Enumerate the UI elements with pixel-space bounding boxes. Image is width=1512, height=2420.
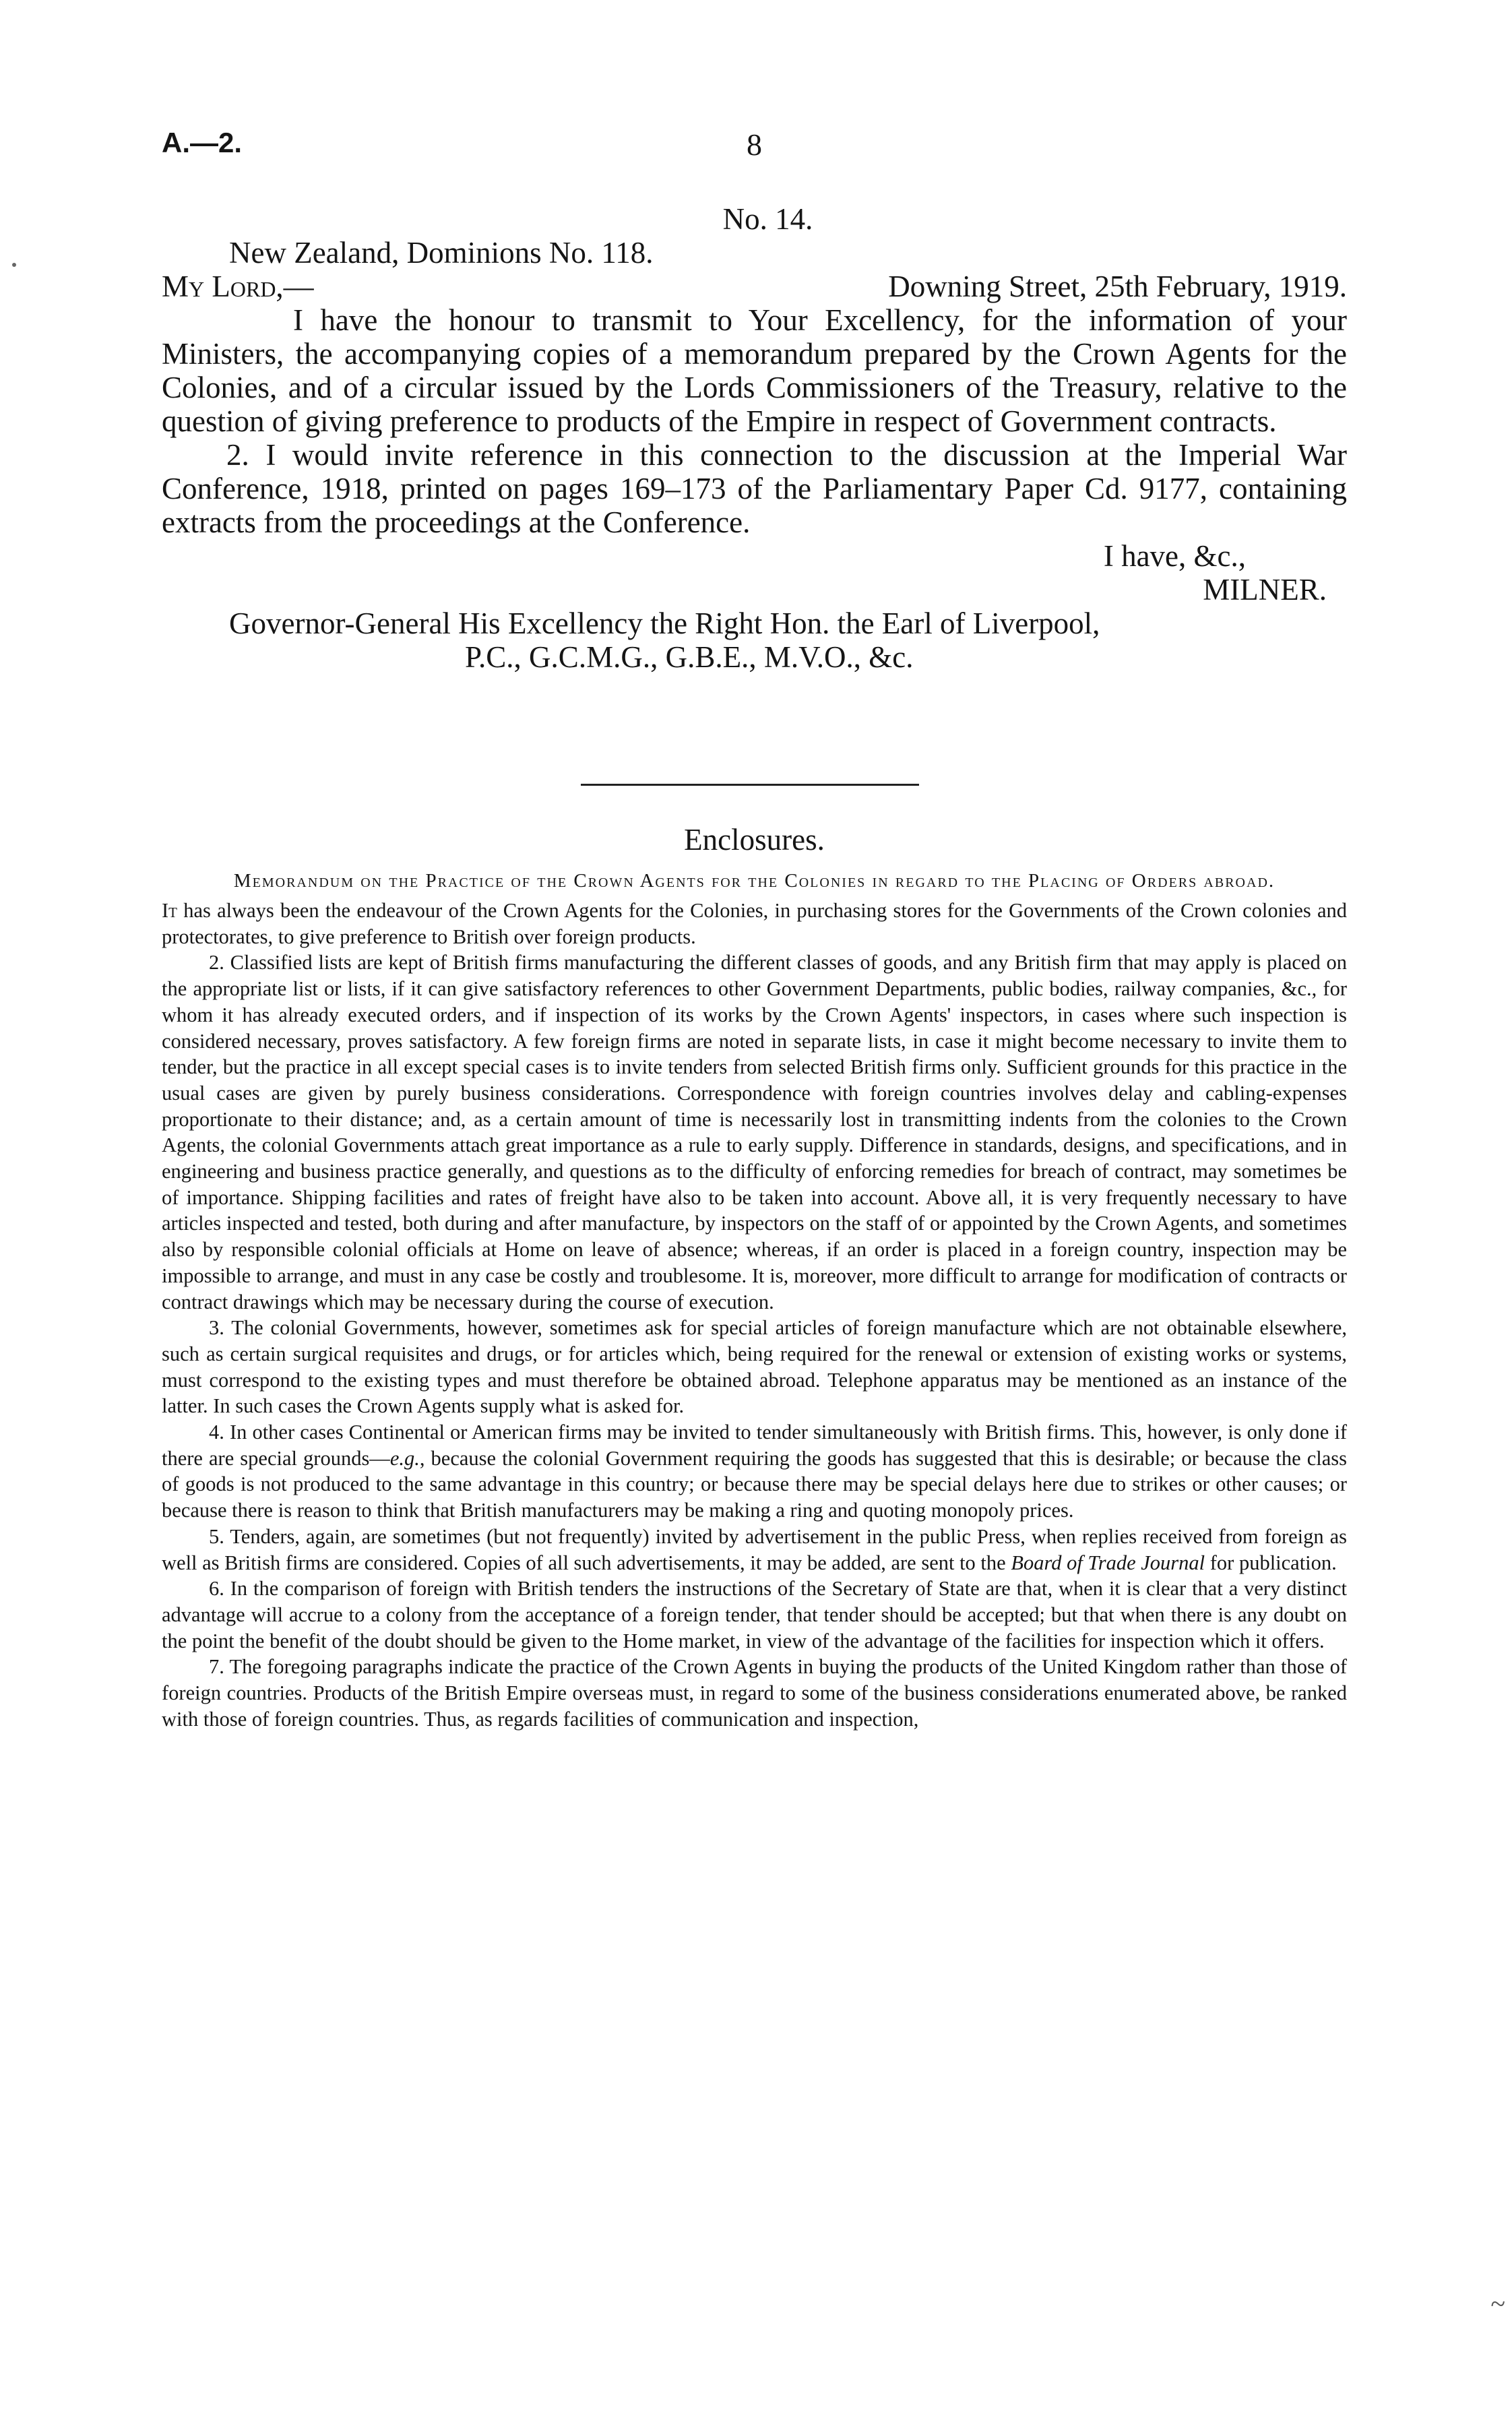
memorandum-title: Memorandum on the Practice of the Crown Agents for the Colonies in regard to the Placing of Orders abroad. <box>233 870 1275 892</box>
letter-paragraph-2 <box>162 438 1347 539</box>
memo-paragraph-5-journal: Board of Trade Journal <box>1011 1551 1205 1574</box>
place-date: Downing Street, 25th February, 1919. <box>888 270 1347 303</box>
memo-paragraph-4 <box>162 1419 1347 1524</box>
memo-paragraph-1-text: has always been the endeavour of the Crown Agents for the Colonies, in purchasing stores for the Governments of the Crown colonies and protectorates, to give preference to British over foreign products. <box>162 899 1347 948</box>
letter-paragraph-2-text: 2. I would invite reference in this connection to the discussion at the Imperial War Conference, 1918, printed on pages 169–173 of the Parliamentary Paper Cd. 9177, containing extracts from the proceedings at the Conference. <box>162 438 1347 539</box>
closing: I have, &c., <box>1103 539 1246 573</box>
page-number: 8 <box>747 127 762 162</box>
section-divider <box>581 784 919 786</box>
dispatch-reference: New Zealand, Dominions No. 118. <box>229 236 654 270</box>
despatch-letter <box>162 202 1347 674</box>
salutation: My Lord,— <box>162 270 314 303</box>
memo-paragraph-7: 7. The foregoing paragraphs indicate the practice of the Crown Agents in buying the products of the United Kingdom rather than those of foreign countries. Products of the British Empire overseas must, in regard to some of the business considerations enumerated above, be ranked with those of foreign countries. Thus, as regards facilities of communication and inspection, <box>162 1655 1347 1731</box>
memo-paragraph-5-b: for publication. <box>1205 1551 1337 1574</box>
margin-mark <box>12 263 16 267</box>
memo-paragraph-1-lead: It <box>162 899 177 922</box>
salutation-row <box>162 270 1347 303</box>
memo-paragraph-2: 2. Classified lists are kept of British firms manufacturing the different classes of goods, and any British firm that may apply is placed on the appropriate list or lists, if it can give satisfactory references to other Government Departments, public bodies, railway companies, &c., for whom it has already executed orders, and if inspection of its works by the Crown Agents' inspectors, in cases where such inspection is considered necessary, proves satisfactory. A few foreign firms are noted in separate lists, in case it might become necessary to invite them to tender, but the practice in all except special cases is to invite tenders from selected British firms only. Sufficient grounds for this practice in the usual cases are given by purely business considerations. Correspondence with foreign countries involves delay and cabling-expenses proportionate to their distance; and, as a certain amount of time is necessarily lost in transmitting indents from the colonies to the Crown Agents, the colonial Governments attach great importance as a rule to early supply. Difference in standards, designs, and specifications, and in engineering and business practice generally, and questions as to the difficulty of enforcing remedies for breach of contract, may sometimes be of importance. Shipping facilities and rates of freight have also to be taken into account. Above all, it is very frequently necessary to have articles inspected and tested, both during and after manufacture, by inspectors on the staff of or appointed by the Crown Agents, and sometimes also by responsible colonial officials at Home on leave of absence; whereas, if an order is placed in a foreign country, inspection may be impossible to arrange, and must in any case be costly and troublesome. It is, moreover, more difficult to arrange for modification of contracts or contract drawings which may be necessary during the course of execution. <box>162 951 1347 1313</box>
memo-paragraph-4-eg: e.g. <box>389 1446 420 1470</box>
memo-paragraph-4-b: , because the colonial Government requiring the goods has suggested that this is desirable; or because the class of goods is not produced to the same advantage in this country; or because there may be special delays here due to strikes or other causes; or because there is reason to think that British manufacturers may be making a ring and quoting monopoly prices. <box>162 1446 1347 1522</box>
memo-paragraph-4-a: 4. In other cases Continental or American firms may be invited to tender simultaneously with British firms. This, however, is only done if there are special grounds— <box>162 1421 1347 1470</box>
page-header <box>162 127 1347 174</box>
memo-paragraph-5 <box>162 1524 1347 1576</box>
enclosures-title: Enclosures. <box>684 823 825 857</box>
letter-number: No. 14. <box>722 202 813 236</box>
memorandum-body <box>162 898 1347 1733</box>
memo-paragraph-3: 3. The colonial Governments, however, sometimes ask for special articles of foreign manufacture which are not obtainable elsewhere, such as certain surgical requisites and drugs, or for articles which, being required for the renewal or extension of existing works or systems, must correspond to the existing types and must therefore be obtained abroad. Telephone apparatus may be mentioned as an instance of the latter. In such cases the Crown Agents supply what is asked for. <box>162 1316 1347 1418</box>
memo-paragraph-5-a: 5. Tenders, again, are sometimes (but not frequently) invited by advertisement in the public Press, when replies received from foreign as well as British firms are considered. Copies of all such advertisements, it may be added, are sent to the <box>162 1524 1347 1574</box>
document-reference: A.—2. <box>162 127 243 158</box>
signature: MILNER. <box>1203 573 1327 607</box>
memo-paragraph-6: 6. In the comparison of foreign with British tenders the instructions of the Secretary of State are that, when it is clear that a very distinct advantage will accrue to a colony from the acceptance of a foreign tender, that tender should be accepted; but that when there is any doubt on the point the benefit of the doubt should be given to the Home market, in view of the advantage of the facilities for inspection which it offers. <box>162 1577 1347 1652</box>
letter-paragraph-1: I have the honour to transmit to Your Excellency, for the information of your Ministers, the accompanying copies of a memorandum prepared by the Crown Agents for the Colonies, and of a circular issued by the Lords Commissioners of the Treasury, relative to the question of giving preference to products of the Empire in respect of Government contracts. <box>162 303 1347 438</box>
addressee-line-2: P.C., G.C.M.G., G.B.E., M.V.O., &c. <box>465 640 914 674</box>
enclosures-section <box>162 821 1347 1733</box>
margin-flourish: ~ <box>1490 2289 1505 2319</box>
addressee-line-1: Governor-General His Excellency the Right Hon. the Earl of Liverpool, <box>229 607 1100 640</box>
memo-paragraph-1 <box>162 898 1347 950</box>
